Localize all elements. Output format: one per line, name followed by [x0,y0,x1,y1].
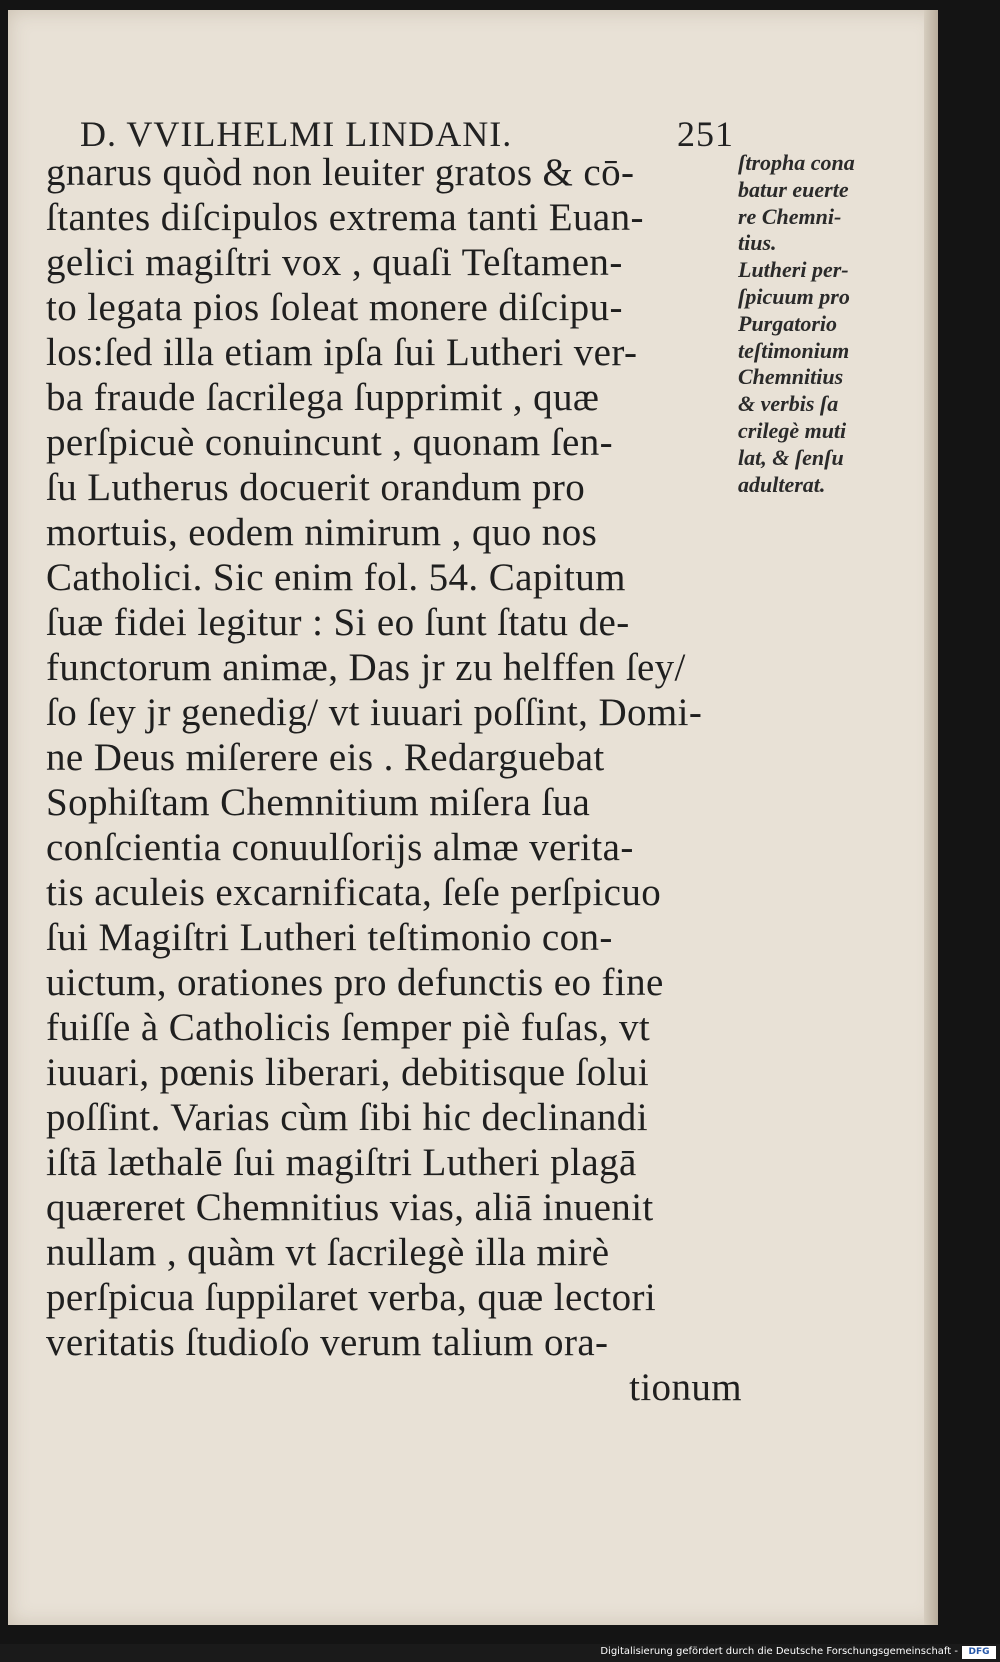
marginal-note-line: Chemnitius [738,364,844,390]
text-line: nullam , quàm vt ſacrilegè illa mirè [46,1231,610,1274]
marginal-note-line: batur euerte [738,176,849,202]
marginal-note-line: re Chemni- [738,203,842,229]
marginal-note-line: teſtimonium [738,337,850,363]
page-number: 251 [677,114,734,154]
text-line: perſpicuè conuincunt , quonam ſen- [46,421,614,464]
marginal-note-line: crilegè muti [738,417,847,443]
text-line: tis aculeis excarnificata, ſeſe perſpicuo [46,871,662,914]
text-line: to legata pios ſoleat monere diſcipu- [46,286,623,329]
text-line: ſui Magiſtri Lutheri teſtimonio con- [46,916,613,959]
text-line: fuiſſe à Catholicis ſemper piè fuſas, vt [46,1006,651,1049]
text-line: ne Deus miſerere eis . Redarguebat [46,736,605,779]
text-line: conſcientia conuulſorijs almæ verita- [46,826,634,869]
marginal-note-line: Lutheri per- [738,257,849,283]
text-line: ba fraude ſacrilega ſupprimit , quæ [46,376,600,419]
text-line: Catholici. Sic enim fol. 54. Capitum [46,556,626,599]
text-line: ſu Lutherus docuerit orandum pro [46,466,586,509]
main-text-block [46,150,766,1410]
marginal-note-line: Purgatorio [738,310,838,336]
catchword: tionum [629,1366,742,1409]
text-line: uictum, orationes pro defunctis eo fine [46,961,664,1004]
footer-bar [0,1644,1000,1662]
text-line: poſſint. Varias cùm ſibi hic declinandi [46,1096,648,1139]
marginal-notes [738,150,918,600]
text-line: Sophiſtam Chemnitium miſera ſua [46,781,591,824]
text-line: ſuæ fidei legitur : Si eo ſunt ſtatu de- [46,601,630,644]
dfg-logo: DFG [962,1646,996,1659]
text-line: gelici magiſtri vox , quaſi Teſtamen- [46,241,623,284]
text-line: perſpicua ſuppilaret verba, quæ lectori [46,1276,657,1319]
marginal-note-line: lat, & ſenſu [738,444,844,470]
text-line: gnarus quòd non leuiter gratos & cō- [46,151,635,194]
marginal-note-line: tius. [738,230,777,256]
text-line: mortuis, eodem nimirum , quo nos [46,511,598,554]
page-edge [924,10,938,1625]
text-line: iſtā læthalē ſui magiſtri Lutheri plagā [46,1141,637,1184]
marginal-note-line: ſpicuum pro [738,283,850,309]
marginal-note-line: & verbis ſa [738,391,839,417]
text-line: quæreret Chemnitius vias, aliā inuenit [46,1186,654,1229]
funding-credit: Digitalisierung gefördert durch die Deutsche Forschungsgemeinschaft - [600,1646,958,1657]
book-page [8,10,938,1625]
text-line: veritatis ſtudioſo verum talium ora- [46,1321,609,1364]
text-line: functorum animæ, Das jr zu helffen ſey/ [46,646,686,689]
marginal-note-line: ſtropha cona [738,150,855,175]
text-line: ſo ſey jr genedig/ vt iuuari poſſint, Domi- [46,691,703,734]
marginal-note-line: adulterat. [738,471,826,497]
text-line: ſtantes diſcipulos extrema tanti Euan- [46,196,644,239]
text-line: los:ſed illa etiam ipſa ſui Lutheri ver- [46,331,638,374]
running-title: D. VVILHELMI LINDANI. [80,114,513,154]
text-line: iuuari, pœnis liberari, debitisque ſolui [46,1051,650,1094]
